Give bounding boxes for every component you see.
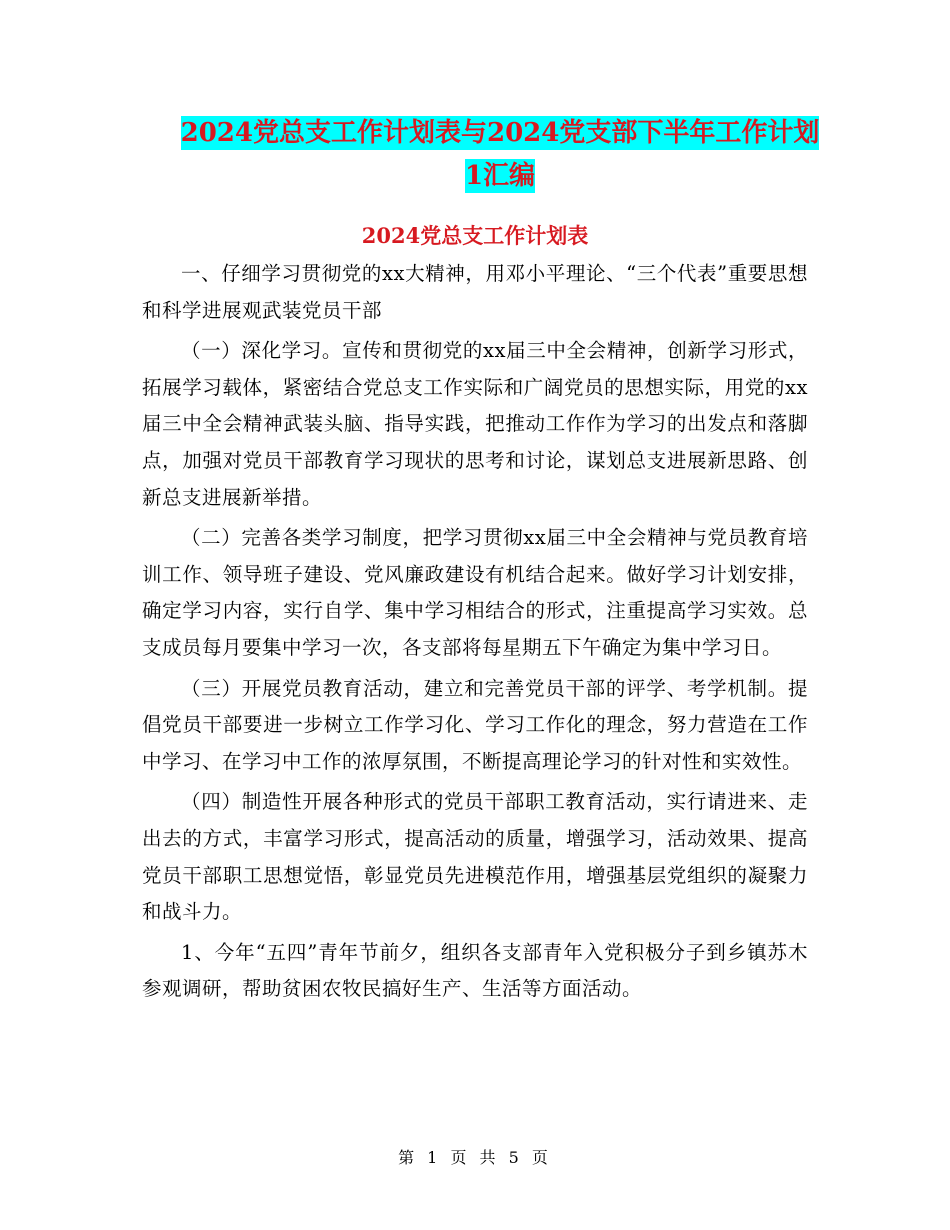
document-title bbox=[140, 112, 860, 198]
document-title-line-1: 2024党总支工作计划表与2024党支部下半年工作计划 bbox=[180, 118, 820, 148]
section-title: 2024党总支工作计划表 bbox=[361, 223, 589, 248]
paragraph-6: 1、今年“五四”青年节前夕，组织各支部青年入党积极分子到乡镇苏木参观调研，帮助贫困农牧民搞好生产、生活等方面活动。 bbox=[142, 940, 808, 1001]
paragraph-4: （三）开展党员教育活动，建立和完善党员干部的评学、考学机制。提倡党员干部要进一步树立工作学习化、学习工作化的理念，努力营造在工作中学习、在学习中工作的浓厚氛围，不断提高理论学习的针对性和实效性。 bbox=[142, 676, 808, 773]
document-body bbox=[142, 256, 808, 1012]
paragraph-1: 一、仔细学习贯彻党的xx大精神，用邓小平理论、“三个代表”重要思想和科学进展观武装党员干部 bbox=[142, 262, 808, 322]
paragraph-2: （一）深化学习。宣传和贯彻党的xx届三中全会精神，创新学习形式，拓展学习载体，紧密结合党总支工作实际和广阔党员的思想实际，用党的xx届三中全会精神武装头脑、指导实践，把推动工作作为学习的出发点和落脚点，加强对党员干部教育学习现状的思考和讨论，谋划总支进展新思路、创新总支进展新举措。 bbox=[142, 339, 808, 509]
paragraph-5: （四）制造性开展各种形式的党员干部职工教育活动，实行请进来、走出去的方式，丰富学习形式，提高活动的质量，增强学习，活动效果、提高党员干部职工思想觉悟，彰显党员先进模范作用，增强基层党组织的凝聚力和战斗力。 bbox=[142, 790, 808, 924]
page-footer: 第 1 页 共 5 页 bbox=[398, 1148, 552, 1167]
paragraph-3: （二）完善各类学习制度，把学习贯彻xx届三中全会精神与党员教育培训工作、领导班子建设、党风廉政建设有机结合起来。做好学习计划安排，确定学习内容，实行自学、集中学习相结合的形式，注重提高学习实效。总支成员每月要集中学习一次，各支部将每星期五下午确定为集中学习日。 bbox=[142, 526, 808, 659]
document-title-line-2: 1汇编 bbox=[464, 161, 536, 191]
